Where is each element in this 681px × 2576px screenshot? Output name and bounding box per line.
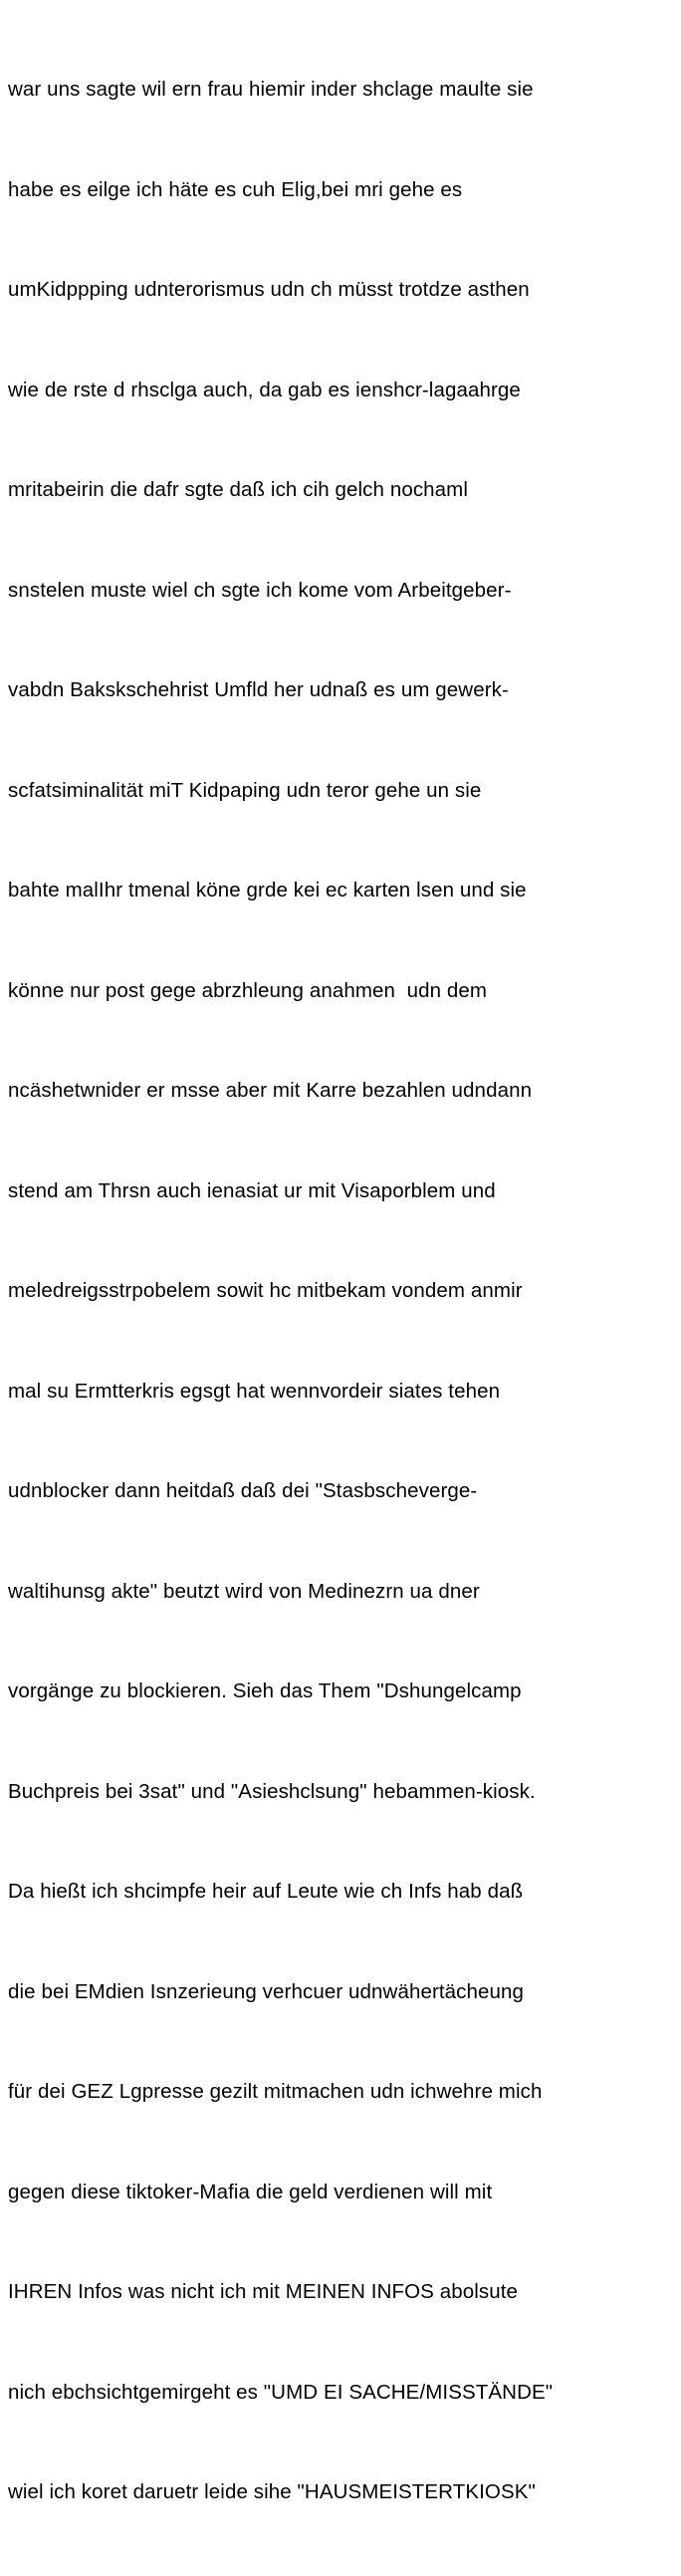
text-line: scfatsiminalität miT Kidpaping udn teror gehe un sie	[8, 778, 482, 802]
text-line: wie de rste d rhsclga auch, da gab es ienshcr-lagaahrge	[8, 378, 521, 401]
text-line: waltihunsg akte" beutzt wird von Medinezrn ua dner	[8, 1579, 480, 1603]
text-line: habe es eilge ich häte es cuh Elig,bei mri gehe es	[8, 177, 463, 201]
text-line: bahte malIhr tmenal köne grde kei ec karten lsen und sie	[8, 879, 527, 902]
text-line: war uns sagte wil ern frau hiemir inder shclage maulte sie	[8, 78, 534, 101]
text-line: ncäshetwnider er msse aber mit Karre bezahlen udndann	[8, 1079, 533, 1102]
text-line: meledreigsstrpobelem sowit hc mitbekam vondem anmir	[8, 1279, 523, 1302]
text-line: Buchpreis bei 3sat" und "Asieshclsung" hebammen-kiosk.	[8, 1779, 536, 1803]
text-line: könne nur post gege abrzhleung anahmen udn dem	[8, 978, 488, 1002]
text-line: wiel ich koret daruetr leide sihe "HAUSMEISTERTKIOSK"	[8, 2480, 536, 2503]
text-line: mritabeirin die dafr sgte daß ich cih gelch nochaml	[8, 478, 469, 501]
text-line: IHREN Infos was nicht ich mit MEINEN INFOS abolsute	[8, 2280, 519, 2303]
text-line: Da hießt ich shcimpfe heir auf Leute wie ch Infs hab daß	[8, 1880, 524, 1903]
document-text-body	[8, 6, 673, 2576]
text-line: für dei GEZ Lgpresse gezilt mitmachen udn ichwehre mich	[8, 2080, 543, 2103]
text-line: vorgänge zu blockieren. Sieh das Them "Dshungelcamp	[8, 1679, 522, 1702]
text-line: udnblocker dann heitdaß daß dei "Stasbscheverge-	[8, 1479, 478, 1502]
text-line: gegen diese tiktoker-Mafia die geld verdienen will mit	[8, 2180, 493, 2203]
text-line: nich ebchsichtgemirgeht es "UMD EI SACHE/MISSTÄNDE"	[8, 2380, 554, 2404]
text-line: umKidppping udnterorismus udn ch müsst trotdze asthen	[8, 278, 530, 301]
text-line: die bei EMdien Isnzerieung verhcuer udnwähertächeung	[8, 1979, 525, 2003]
text-line: stend am Thrsn auch ienasiat ur mit Visaporblem und	[8, 1178, 496, 1202]
text-line: mal su Ermtterkris egsgt hat wennvordeir siates tehen	[8, 1379, 501, 1403]
text-line: snstelen muste wiel ch sgte ich kome vom Arbeitgeber-	[8, 578, 512, 602]
text-line: vabdn Bakskschehrist Umfld her udnaß es um gewerk-	[8, 678, 509, 701]
